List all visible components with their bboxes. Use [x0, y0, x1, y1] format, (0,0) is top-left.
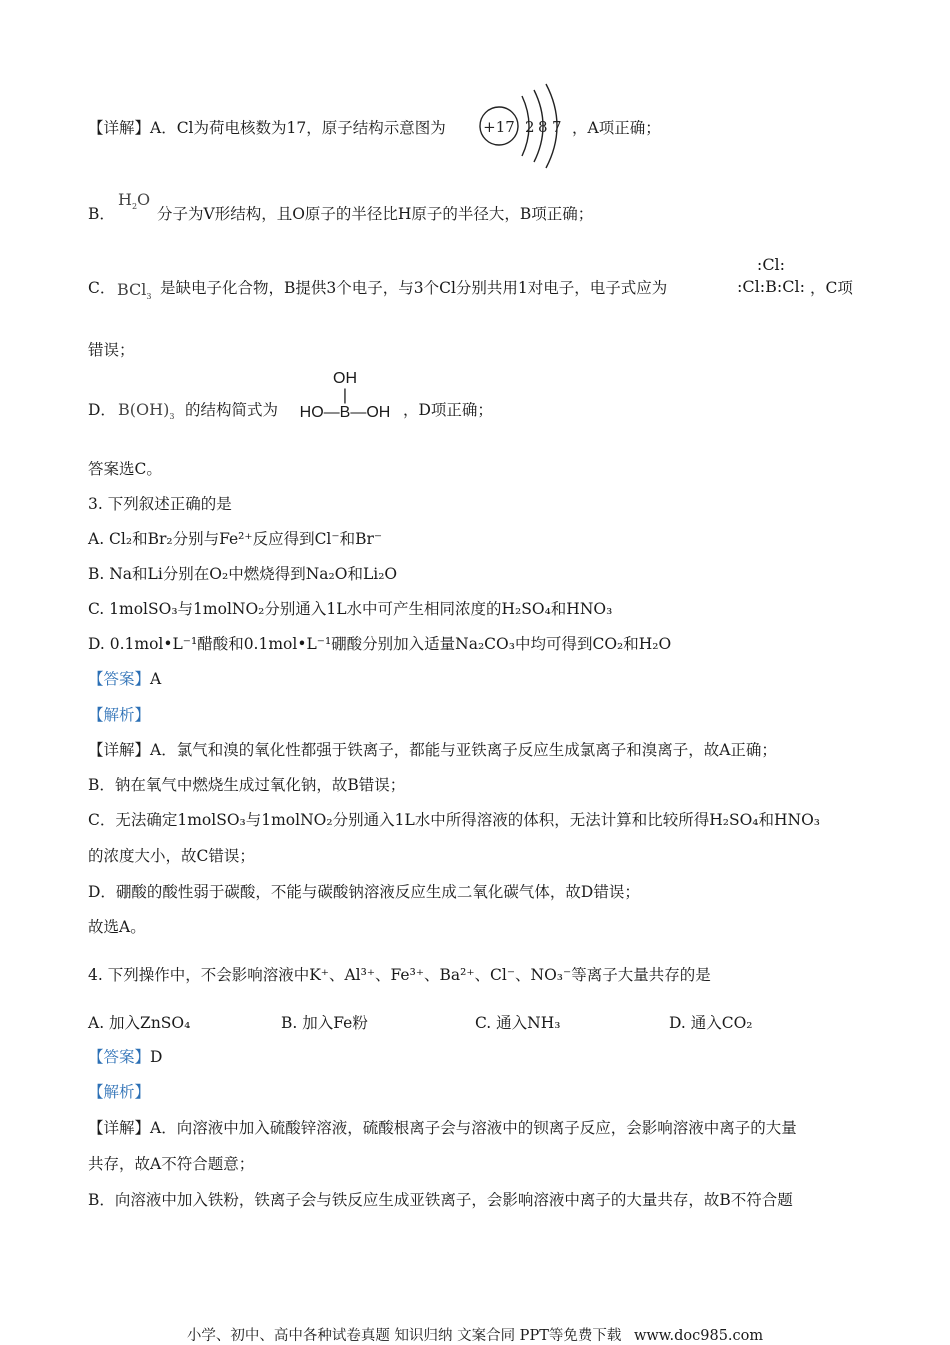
q3-final: 故选A。 [88, 918, 146, 936]
q3-detail-b: B．钠在氧气中燃烧生成过氧化钠，故B错误； [88, 776, 406, 794]
h2o-o: O [137, 190, 151, 209]
struct-top-oh: OH [333, 370, 357, 387]
q3-detail-c1: C．无法确定1molSO₃与1molNO₂分别通入1L水中所得溶液的体积，无法计算和比较所得H₂SO₄和HNO₃ [88, 811, 821, 829]
boh3-formula [118, 400, 175, 422]
q4-stem: 4. 下列操作中，不会影响溶液中K⁺、Al³⁺、Fe³⁺、Ba²⁺、Cl⁻、NO₃⁻等离子大量共存的是 [88, 966, 711, 984]
q2-c-cont: 错误； [88, 341, 135, 359]
footer-url[interactable]: www.doc985.com [633, 1328, 764, 1344]
q2-answer: 答案选C。 [88, 460, 162, 478]
q3-answer: A [150, 670, 162, 688]
q4-option-d: D. 通入CO₂ [669, 1014, 753, 1032]
q3-option-b: B. Na和Li分别在O₂中燃烧得到Na₂O和Li₂O [88, 565, 398, 583]
q2-d-label: D． [88, 401, 116, 419]
bcl3-main: BCl [117, 280, 147, 299]
q3-answer-line [88, 669, 161, 689]
q4-detail-a1: 【详解】A．向溶液中加入硫酸锌溶液，硫酸根离子会与溶液中的钡离子反应，会影响溶液中离子的大量 [88, 1119, 797, 1137]
h2o-h: H [118, 190, 132, 209]
q4-detail-b: B．向溶液中加入铁粉，铁离子会与铁反应生成亚铁离子，会影响溶液中离子的大量共存，故B不符合题 [88, 1191, 793, 1209]
lewis-row: :Cl:B:Cl: [736, 277, 806, 296]
q3-option-a: A. Cl₂和Br₂分别与Fe²⁺反应得到Cl⁻和Br⁻ [88, 530, 383, 548]
struct-row: HO—B—OH [299, 404, 391, 421]
q3-detail-d: D．硼酸的酸性弱于碳酸，不能与碳酸钠溶液反应生成二氧化碳气体，故D错误； [88, 883, 640, 901]
q2-c-label: C． [88, 279, 116, 297]
h2o-formula [118, 190, 151, 212]
q2-d-text: 的结构简式为 [185, 401, 279, 419]
nucleus-label: +17 [483, 118, 515, 136]
q3-stem: 3. 下列叙述正确的是 [88, 495, 232, 513]
q3-analysis-tag: 【解析】 [88, 706, 151, 724]
q4-option-a: A. 加入ZnSO₄ [88, 1014, 191, 1032]
q2-b-label: B． [88, 205, 115, 223]
q4-detail-a2: 共存，故A不符合题意； [88, 1155, 255, 1173]
h2o-sub: 2 [131, 202, 138, 212]
q2-b-text: 分子为V形结构，且O原子的半径比H原子的半径大，B项正确； [157, 205, 594, 223]
q4-option-b: B. 加入Fe粉 [281, 1014, 368, 1032]
q2-d-post: ，D项正确； [403, 401, 493, 419]
shell-3-count: 7 [552, 118, 562, 136]
q2-detail-a-text: 【详解】A．Cl为荷电核数为17，原子结构示意图为 [88, 119, 446, 137]
q4-answer: D [150, 1048, 163, 1066]
boh3-sub: 3 [169, 412, 175, 422]
q2-detail-b [88, 204, 115, 224]
bcl3-lewis-structure [734, 254, 808, 298]
q4-option-c: C. 通入NH₃ [475, 1014, 561, 1032]
footer-text: 小学、初中、高中各种试卷真题 知识归纳 文案合同 PPT等免费下载 [186, 1328, 622, 1344]
q3-detail-c2: 的浓度大小，故C错误； [88, 847, 255, 865]
q3-answer-tag: 【答案】 [88, 670, 151, 688]
q3-option-c: C. 1molSO₃与1molNO₂分别通入1L水中可产生相同浓度的H₂SO₄和HNO₃ [88, 600, 613, 618]
shell-2-count: 8 [538, 118, 548, 136]
boh3-main: B(OH) [118, 400, 170, 419]
struct-bond: | [342, 387, 348, 404]
bcl3-formula [117, 280, 152, 302]
q3-detail-a: 【详解】A．氯气和溴的氧化性都强于铁离子，都能与亚铁离子反应生成氯离子和溴离子，故A正确； [88, 741, 777, 759]
q2-detail-a-post: ，A项正确； [572, 119, 661, 137]
atom-structure-diagram [478, 82, 578, 172]
q2-detail-a [88, 118, 446, 138]
shell-1-count: 2 [525, 118, 535, 136]
page-footer [0, 1324, 950, 1345]
bcl3-sub: 3 [146, 292, 152, 302]
q2-c-text: 是缺电子化合物，B提供3个电子，与3个Cl分别共用1对电子，电子式应为 [160, 279, 668, 297]
lewis-top-cl: :Cl: [756, 255, 786, 274]
q3-option-d: D. 0.1mol•L⁻¹醋酸和0.1mol•L⁻¹硼酸分别加入适量Na₂CO₃中均可得到CO₂和H₂O [88, 635, 672, 653]
q4-analysis-tag: 【解析】 [88, 1083, 151, 1101]
q2-c-post: ，C项 [810, 279, 853, 297]
q4-answer-line [88, 1047, 162, 1067]
q4-answer-tag: 【答案】 [88, 1048, 151, 1066]
boron-hydroxide-structure [288, 370, 402, 421]
